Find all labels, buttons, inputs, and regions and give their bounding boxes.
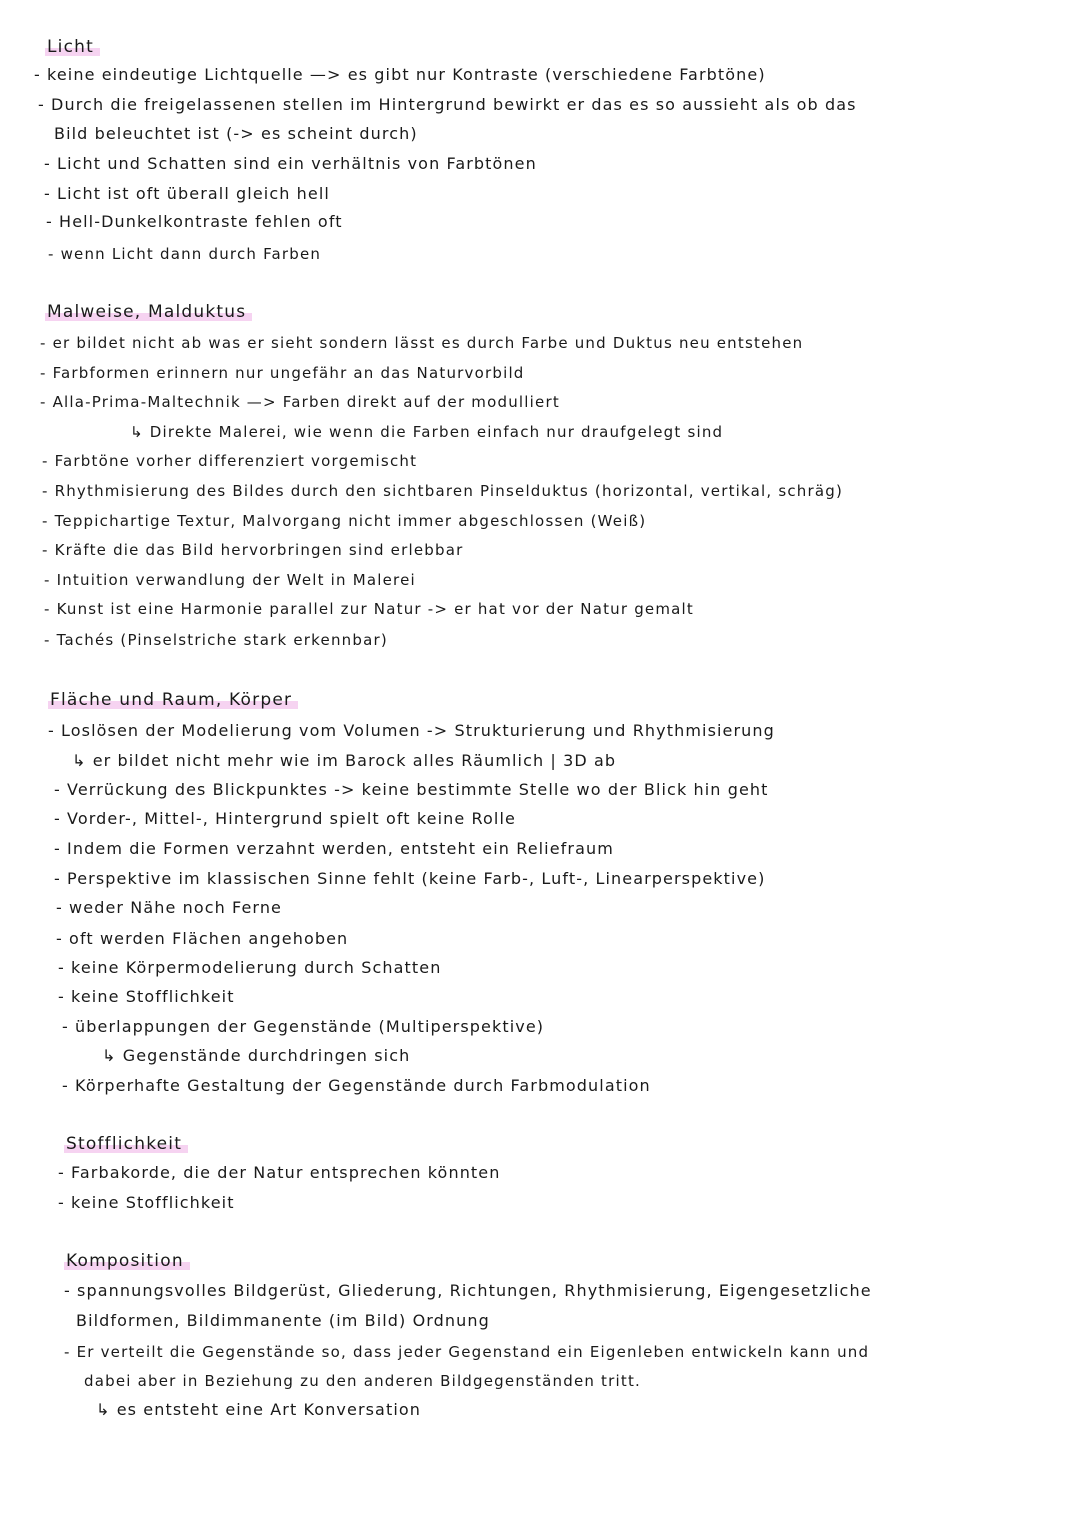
note-line: - er bildet nicht ab was er sieht sondern lässt es durch Farbe und Duktus neu entstehen [40,334,804,352]
note-line: - wenn Licht dann durch Farben [48,245,322,263]
note-line: - Vorder-, Mittel-, Hintergrund spielt oft keine Rolle [54,809,516,828]
note-line: - Alla-Prima-Maltechnik —> Farben direkt auf der modulliert [40,393,560,411]
note-line: Bild beleuchtet ist (-> es scheint durch) [54,124,418,143]
note-line: - keine Stofflichkeit [58,987,235,1006]
note-line: - Körperhafte Gestaltung der Gegenstände durch Farbmodulation [62,1076,651,1095]
note-line: ↳ er bildet nicht mehr wie im Barock alles Räumlich | 3D ab [72,751,617,770]
note-line: Bildformen, Bildimmanente (im Bild) Ordnung [76,1311,490,1330]
note-line: ↳ es entsteht eine Art Konversation [96,1400,422,1419]
note-line: - überlappungen der Gegenstände (Multiperspektive) [62,1017,545,1036]
note-line: - keine Körpermodelierung durch Schatten [58,958,442,977]
note-line: - weder Nähe noch Ferne [56,898,283,917]
note-line: - Kunst ist eine Harmonie parallel zur Natur -> er hat vor der Natur gemalt [44,600,695,618]
section-heading-komposition: Komposition [64,1251,190,1271]
note-line: - Perspektive im klassischen Sinne fehlt (keine Farb-, Luft-, Linearperspektive) [54,869,766,888]
note-line: - Durch die freigelassenen stellen im Hintergrund bewirkt er das es so aussieht als ob das [38,95,857,114]
note-line: - keine eindeutige Lichtquelle —> es gibt nur Kontraste (verschiedene Farbtöne) [34,65,766,84]
note-line: dabei aber in Beziehung zu den anderen Bildgegenständen tritt. [84,1372,641,1390]
note-line: - Indem die Formen verzahnt werden, entsteht ein Reliefraum [54,839,614,858]
note-line: - oft werden Flächen angehoben [56,929,349,948]
note-line: - Teppichartige Textur, Malvorgang nicht immer abgeschlossen (Weiß) [42,512,647,530]
note-line: - Kräfte die das Bild hervorbringen sind erlebbar [42,541,464,559]
note-line: ↳ Gegenstände durchdringen sich [102,1046,411,1065]
section-heading-malweise: Malweise, Malduktus [45,302,252,322]
note-line: - Verrückung des Blickpunktes -> keine bestimmte Stelle wo der Blick hin geht [54,780,769,799]
note-line: - Hell-Dunkelkontraste fehlen oft [46,212,343,231]
note-line: - Tachés (Pinselstriche stark erkennbar) [44,631,388,649]
note-line: - keine Stofflichkeit [58,1193,235,1212]
section-heading-flaeche: Fläche und Raum, Körper [48,690,298,710]
note-line: ↳ Direkte Malerei, wie wenn die Farben einfach nur draufgelegt sind [130,423,724,441]
note-line: - Intuition verwandlung der Welt in Malerei [44,571,416,589]
note-line: - spannungsvolles Bildgerüst, Gliederung, Richtungen, Rhythmisierung, Eigengesetzliche [64,1281,872,1300]
note-line: - Loslösen der Modelierung vom Volumen -> Strukturierung und Rhythmisierung [48,721,775,740]
note-line: - Er verteilt die Gegenstände so, dass jeder Gegenstand ein Eigenleben entwickeln kann und [64,1343,870,1361]
section-heading-stofflichkeit: Stofflichkeit [64,1134,188,1154]
note-line: - Rhythmisierung des Bildes durch den sichtbaren Pinselduktus (horizontal, vertikal, schräg) [42,482,844,500]
note-line: - Licht ist oft überall gleich hell [44,184,330,203]
note-line: - Licht und Schatten sind ein verhältnis von Farbtönen [44,154,537,173]
section-heading-licht: Licht [45,37,100,57]
note-line: - Farbformen erinnern nur ungefähr an das Naturvorbild [40,364,525,382]
note-line: - Farbakorde, die der Natur entsprechen könnten [58,1163,501,1182]
note-line: - Farbtöne vorher differenziert vorgemischt [42,452,418,470]
